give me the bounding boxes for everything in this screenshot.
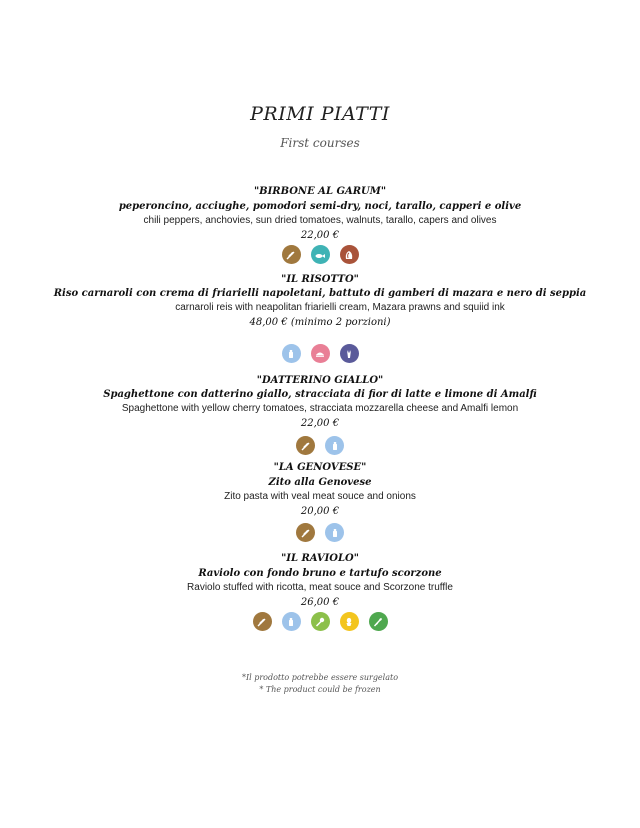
dish-name: "IL RISOTTO"	[281, 274, 359, 285]
dish-price: 20,00 €	[300, 506, 340, 517]
fish-icon	[311, 245, 330, 264]
dish-price: 22,00 €	[300, 418, 340, 429]
eggs-icon	[340, 612, 359, 631]
allergen-icons	[0, 245, 640, 264]
milk-icon	[325, 523, 344, 542]
mustard-icon	[311, 612, 330, 631]
gluten-icon	[296, 523, 315, 542]
milk-icon	[325, 436, 344, 455]
dish-description-italian: Raviolo con fondo bruno e tartufo scorzone	[198, 568, 442, 579]
allergen-icons	[0, 344, 640, 363]
dish-description-italian: Riso carnaroli con crema di friarielli napoletani, battuto di gamberi di mazara e nero di seppia	[53, 288, 587, 299]
celery-icon	[340, 344, 359, 363]
page-subtitle: First courses	[280, 136, 360, 150]
dish-description-italian: Zito alla Genovese	[268, 477, 372, 488]
dish-name: "LA GENOVESE"	[273, 462, 367, 473]
crustaceans-icon	[340, 245, 359, 264]
frozen-note-english: * The product could be frozen	[259, 685, 381, 694]
frozen-note-italian: *Il prodotto potrebbe essere surgelato	[241, 673, 399, 682]
dish-description-english: chili peppers, anchovies, sun dried tomatoes, walnuts, tarallo, capers and olives	[143, 215, 497, 226]
allergen-icons	[0, 436, 640, 455]
milk-icon	[282, 344, 301, 363]
dish-price: 22,00 €	[300, 230, 340, 241]
allergen-icons	[0, 523, 640, 542]
dish-name: "IL RAVIOLO"	[281, 553, 359, 564]
dish-description-italian: Spaghettone con datterino giallo, stracciata di fior di latte e limone di Amalfi	[103, 389, 537, 400]
gluten-icon	[282, 245, 301, 264]
molluscs-icon	[311, 344, 330, 363]
dish-name: "DATTERINO GIALLO"	[256, 375, 384, 386]
dish-description-english: Spaghettone with yellow cherry tomatoes, stracciata mozzarella cheese and Amalfi lemon	[121, 403, 519, 414]
dish-price: 26,00 €	[300, 597, 340, 608]
nuts-icon	[369, 612, 388, 631]
dish-description-english: carnaroli reis with neapolitan friarielli cream, Mazara prawns and squiid ink	[175, 302, 505, 313]
dish-description-italian: peperoncino, acciughe, pomodori semi-dry, noci, tarallo, capperi e olive	[118, 201, 522, 212]
dish-name: "BIRBONE AL GARUM"	[253, 186, 387, 197]
dish-description-english: Zito pasta with veal meat souce and onions	[224, 491, 416, 502]
page-title: PRIMI PIATTI	[250, 103, 390, 125]
dish-price: 48,00 € (minimo 2 porzioni)	[249, 317, 391, 328]
gluten-icon	[296, 436, 315, 455]
allergen-icons	[0, 612, 640, 631]
dish-description-english: Raviolo stuffed with ricotta, meat souce and Scorzone truffle	[187, 582, 453, 593]
milk-icon	[282, 612, 301, 631]
gluten-icon	[253, 612, 272, 631]
